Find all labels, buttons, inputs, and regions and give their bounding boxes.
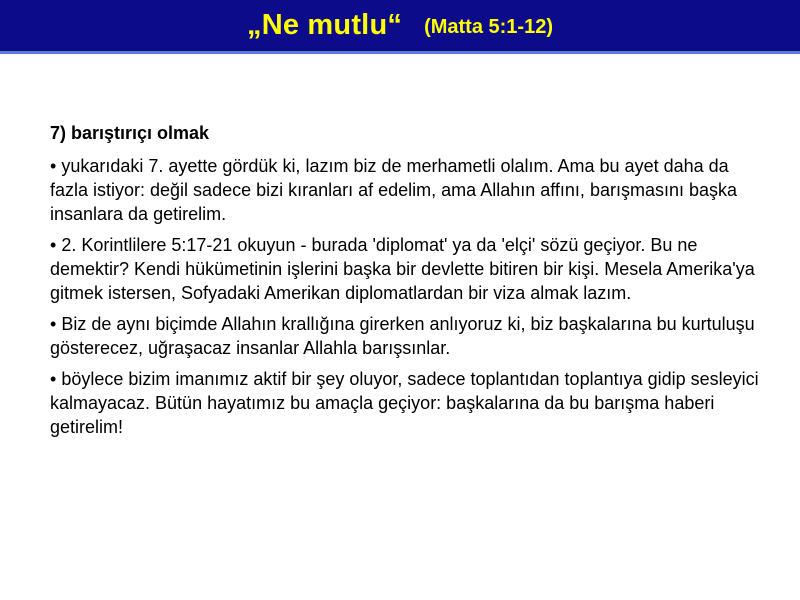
bullet-icon: • <box>50 235 57 255</box>
section-heading: 7) barıştırıçı olmak <box>50 123 210 143</box>
scripture-reference: (Matta 5:1-12) <box>424 16 553 38</box>
bullet-icon: • <box>50 314 57 334</box>
bullet-paragraph <box>50 233 770 305</box>
title-bar <box>0 0 800 54</box>
bullet-paragraph <box>50 154 770 226</box>
paragraph-text: yukarıdaki 7. ayette gördük ki, lazım biz de merhametli olalım. Ama bu ayet daha da fazla istiyor: değil sadece bizi kıranları af edelim, ama Allahın affını, barışmasını başka insanlara da getirelim. <box>50 156 738 224</box>
bullet-icon: • <box>50 369 57 389</box>
paragraph-text: Biz de aynı biçimde Allahın krallığına girerken anlıyoruz ki, biz başkalarına bu kurtuluşu gösterecez, uğraşacaz insanlar Allahla barışsınlar. <box>50 314 755 358</box>
bullet-icon: • <box>50 156 57 176</box>
bullet-paragraph <box>50 367 770 439</box>
slide-title: „Ne mutlu“ <box>247 9 403 41</box>
paragraph-text: böylece bizim imanımız aktif bir şey oluyor, sadece toplantıdan toplantıya gidip sesleyici kalmayacaz. Bütün hayatımız bu amaçla geçiyor: başkalarına da bu barışma haberi getirelim! <box>50 369 759 437</box>
slide-body <box>50 121 770 446</box>
bullet-paragraph <box>50 312 770 360</box>
paragraph-text: 2. Korintlilere 5:17-21 okuyun - burada 'diplomat' ya da 'elçi' sözü geçiyor. Bu ne demektir? Kendi hükümetinin işlerini başka bir devlette bitiren bir kişi. Mesela Amerika'ya gitmek istersen, Sofyadaki Amerikan diplomatlardan bir viza almak lazım. <box>50 235 755 303</box>
